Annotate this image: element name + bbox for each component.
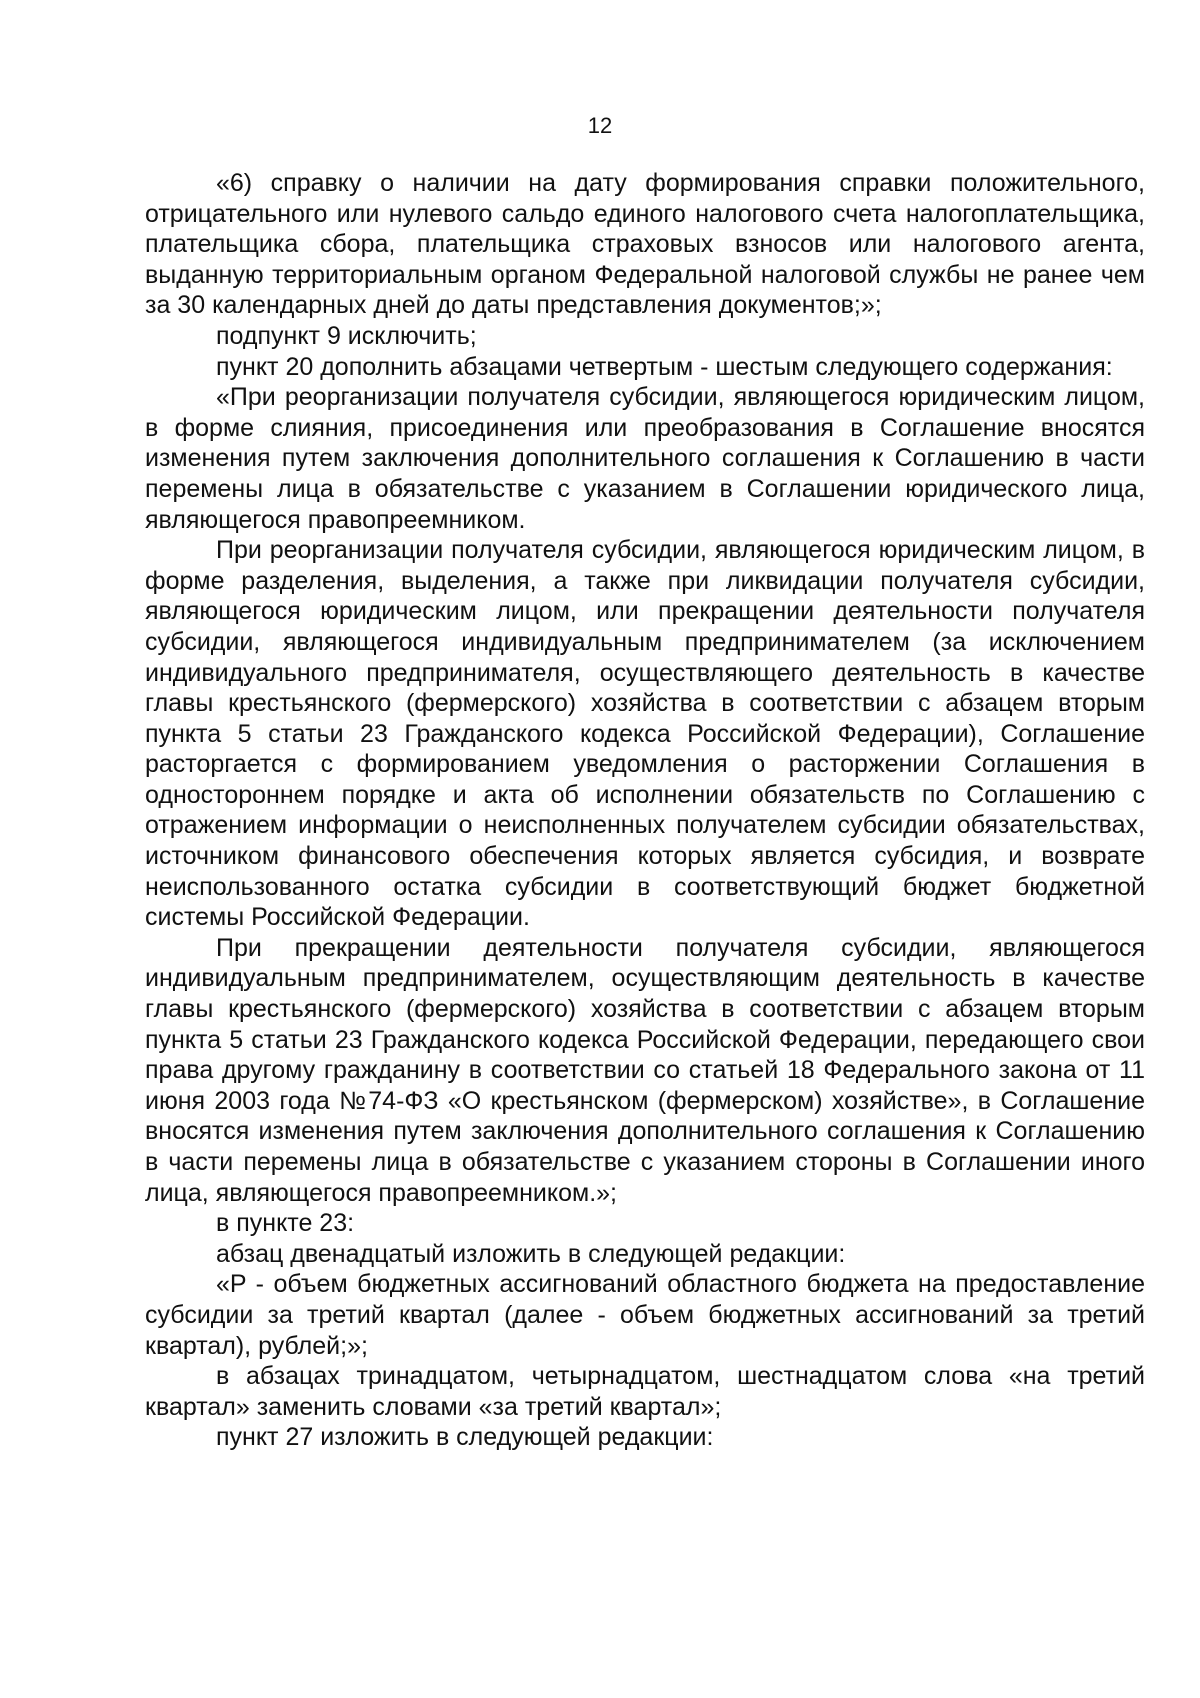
paragraph-item-6-certificate: «6) справку о наличии на дату формирования справки положительного, отрицательного или нулевого сальдо единого налогового счета налогоплательщика, плательщика сбора, плательщика страховых взносов или налогового агента, выданную территориальным органом Федеральной налоговой службы не ранее чем за 30 календарных дней до даты представления документов;»; (145, 169, 1145, 320)
paragraph-reorganization-division: При реорганизации получателя субсидии, являющегося юридическим лицом, в форме разделения, выделения, а также при ликвидации получателя субсидии, являющегося юридическим лицом, или прекращении деятельности получателя субсидии, являющегося индивидуальным предпринимателем (за исключением индивидуального предпринимателя, осуществляющего деятельность в качестве главы крестьянского (фермерского) хозяйства в соответствии с абзацем вторым пункта 5 статьи 23 Гражданского кодекса Российской Федерации), Соглашение расторгается с формированием уведомления о расторжении Соглашения в одностороннем порядке и акта об исполнении обязательств по Соглашению с отражением информации о неисполненных получателем субсидии обязательствах, источником финансового обеспечения которых является субсидия, и возврате неиспользованного остатка субсидии в соответствующий бюджет бюджетной системы Российской Федерации. (145, 536, 1145, 932)
paragraph-point-27: пункт 27 изложить в следующей редакции: (216, 1423, 714, 1452)
paragraph-point-23: в пункте 23: (216, 1209, 355, 1238)
paragraph-replace-words: в абзацах тринадцатом, четырнадцатом, шестнадцатом слова «на третий квартал» заменить словами «за третий квартал»; (145, 1362, 1145, 1421)
paragraph-subitem-9-exclude: подпункт 9 исключить; (216, 321, 477, 350)
paragraph-twelfth-abzac: абзац двенадцатый изложить в следующей редакции: (216, 1239, 846, 1268)
paragraph-reorganization-merger: «При реорганизации получателя субсидии, являющегося юридическим лицом, в форме слияния, присоединения или преобразования в Соглашение вносятся изменения путем заключения дополнительного соглашения к Соглашению в части перемены лица в обязательстве с указанием в Соглашении юридического лица, являющегося правопреемником. (145, 383, 1145, 534)
paragraph-point-20-amend: пункт 20 дополнить абзацами четвертым - шестым следующего содержания: (216, 352, 1113, 381)
paragraph-termination-farmer: При прекращении деятельности получателя субсидии, являющегося индивидуальным предпринимателем, осуществляющим деятельность в качестве главы крестьянского (фермерского) хозяйства в соответствии с абзацем вторым пункта 5 статьи 23 Гражданского кодекса Российской Федерации, передающего свои права другому гражданину в соответствии со статьей 18 Федерального закона от 11 июня 2003 года №74-ФЗ «О крестьянском (фермерском) хозяйстве», в Соглашение вносятся изменения путем заключения дополнительного соглашения к Соглашению в части перемены лица в обязательстве с указанием стороны в Соглашении иного лица, являющегося правопреемником.»; (145, 933, 1145, 1207)
document-body (145, 168, 1145, 1453)
page-number: 12 (587, 113, 613, 138)
paragraph-formula-p: «P - объем бюджетных ассигнований областного бюджета на предоставление субсидии за третий квартал (далее - объем бюджетных ассигнований за третий квартал), рублей;»; (145, 1270, 1145, 1360)
